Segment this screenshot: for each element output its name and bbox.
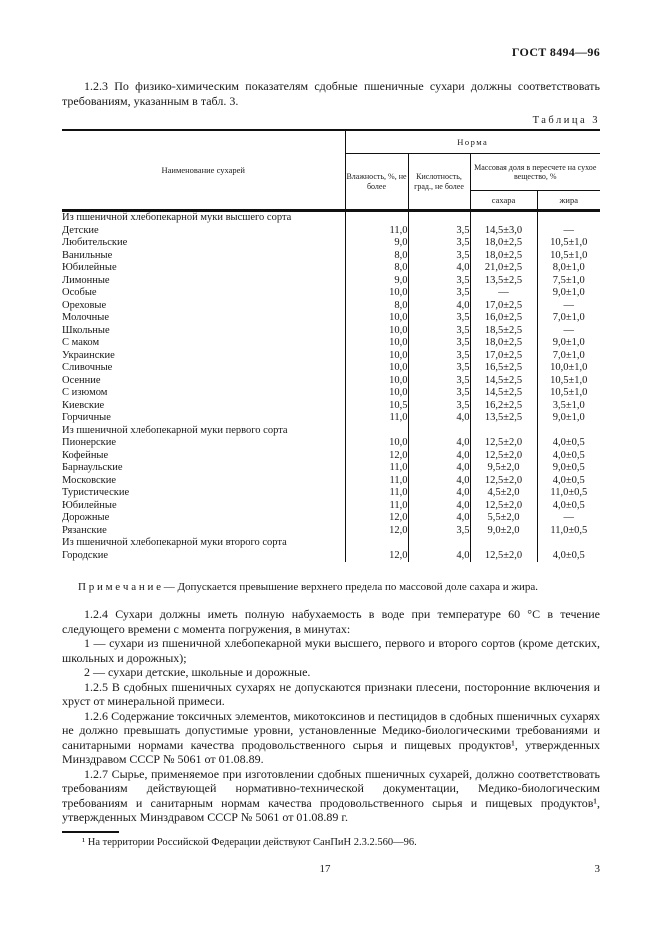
table-row [62, 450, 600, 463]
cell-sugar [470, 425, 537, 438]
cell-acidity: 3,5 [408, 400, 470, 413]
table-row [62, 275, 600, 288]
cell-name: Горчичные [62, 412, 111, 423]
cell-name: Туристические [62, 487, 130, 498]
table-row [62, 400, 600, 413]
cell-sugar: 12,5±2,0 [470, 550, 537, 563]
table-row [62, 287, 600, 300]
table-row [62, 500, 600, 513]
table-row [62, 487, 600, 500]
cell-fat [537, 211, 600, 225]
cell-name: Из пшеничной хлебопекарной муки высшего сорта [62, 212, 292, 223]
cell-name: Рязанские [62, 524, 107, 536]
cell-fat: 10,0±1,0 [537, 362, 600, 375]
table-row [62, 262, 600, 275]
doc-header: ГОСТ 8494—96 [511, 45, 600, 59]
cell-fat: 11,0±0,5 [537, 487, 600, 500]
table-row [62, 550, 600, 563]
cell-moisture: 12,0 [345, 525, 408, 538]
cell-acidity: 3,5 [408, 237, 470, 250]
cell-name: Любительские [62, 237, 128, 248]
cell-acidity: 4,0 [408, 462, 470, 475]
col-header-moisture: Влажность, %, не более [345, 154, 408, 211]
cell-moisture: 11,0 [345, 225, 408, 238]
cell-sugar: 12,5±2,0 [470, 437, 537, 450]
cell-moisture: 11,0 [345, 475, 408, 488]
cell-sugar: 4,5±2,0 [470, 487, 537, 500]
cell-fat: — [537, 300, 600, 313]
table-row [62, 325, 600, 338]
paragraph-1-2-7: 1.2.7 Сырье, применяемое при изготовлении сдобных пшеничных сухарей, должно соответствовать требованиям действующей нормативно-технической документации, Медико-биологическим требованиям и санитарным нормам качества продовольственного сырья и пищевых продуктов¹, утвержденных Минздравом СССР № 5061 от 01.08.89 г. [62, 766, 600, 824]
table-row [62, 475, 600, 488]
cell-fat: 7,0±1,0 [537, 312, 600, 325]
cell-acidity: 4,0 [408, 550, 470, 563]
paragraph-1-2-4-item-2: 2 — сухари детские, школьные и дорожные. [84, 665, 311, 679]
cell-sugar [470, 537, 537, 550]
cell-acidity: 3,5 [408, 225, 470, 238]
cell-name: Пионерские [62, 437, 117, 448]
cell-acidity [408, 211, 470, 225]
cell-sugar: 5,5±2,0 [470, 512, 537, 525]
table-caption: Таблица 3 [532, 115, 600, 126]
table-row [62, 512, 600, 525]
paragraph-1-2-6: 1.2.6 Содержание токсичных элементов, микотоксинов и пестицидов в сдобных пшеничных сухарях не должно превышать допустимые уровни, установленные Медико-биологическими требованиями и санитарными нормами качества продовольственного сырья и пищевых продуктов¹, утвержденных Минздравом СССР № 5061 от 01.08.89. [62, 708, 600, 766]
cell-acidity: 3,5 [408, 375, 470, 388]
cell-acidity: 3,5 [408, 312, 470, 325]
table-row [62, 525, 600, 538]
cell-moisture: 8,0 [345, 262, 408, 275]
table-row [62, 462, 600, 475]
cell-acidity: 4,0 [408, 475, 470, 488]
cell-sugar: 13,5±2,5 [470, 412, 537, 425]
cell-name: Из пшеничной хлебопекарной муки первого сорта [62, 424, 288, 436]
cell-acidity: 3,5 [408, 387, 470, 400]
cell-sugar: 14,5±2,5 [470, 375, 537, 388]
table-row [62, 387, 600, 400]
cell-name: Юбилейные [62, 262, 117, 273]
footnote: ¹ На территории Российской Федерации действуют СанПиН 2.3.2.560—96. [82, 836, 417, 848]
cell-sugar: 16,2±2,5 [470, 400, 537, 413]
col-header-sugar: сахара [470, 191, 537, 211]
cell-fat: 9,0±0,5 [537, 462, 600, 475]
section-header-row [62, 425, 600, 438]
cell-fat: 10,5±1,0 [537, 375, 600, 388]
cell-name: Ванильные [62, 249, 113, 261]
cell-fat: — [537, 512, 600, 525]
cell-moisture: 11,0 [345, 462, 408, 475]
cell-acidity: 3,5 [408, 362, 470, 375]
header-row-norma [62, 130, 600, 154]
cell-moisture: 8,0 [345, 250, 408, 263]
cell-sugar: 12,5±2,0 [470, 500, 537, 513]
cell-fat: 10,5±1,0 [537, 387, 600, 400]
cell-moisture: 11,0 [345, 412, 408, 425]
cell-moisture: 10,0 [345, 387, 408, 400]
cell-acidity: 3,5 [408, 287, 470, 300]
cell-name: Городские [62, 549, 108, 561]
cell-name: Кофейные [62, 449, 109, 461]
rusks-table-body [62, 211, 600, 563]
cell-name: Киевские [62, 399, 105, 411]
col-header-mass-fraction: Массовая доля в пересчете на сухое вещество, % [470, 154, 600, 191]
cell-moisture: 9,0 [345, 237, 408, 250]
cell-acidity: 3,5 [408, 337, 470, 350]
cell-acidity: 4,0 [408, 412, 470, 425]
table-row [62, 312, 600, 325]
cell-fat: 9,0±1,0 [537, 287, 600, 300]
cell-name: Ореховые [62, 299, 107, 311]
paragraph-1-2-4: 1.2.4 Сухари должны иметь полную набухаемость в воде при температуре 60 °С в течение следующего времени с момента погружения, в минутах: [62, 607, 600, 636]
cell-moisture: 12,0 [345, 450, 408, 463]
cell-acidity: 4,0 [408, 450, 470, 463]
col-header-fat: жира [537, 191, 600, 211]
paragraph-1-2-5: 1.2.5 В сдобных пшеничных сухарях не допускаются признаки плесени, посторонние включения и хруст от минеральной примеси. [62, 679, 600, 708]
footnote-rule [62, 831, 119, 833]
page-number-right: 3 [594, 863, 600, 875]
cell-fat: 8,0±1,0 [537, 262, 600, 275]
cell-sugar: 16,0±2,5 [470, 312, 537, 325]
cell-fat: — [537, 325, 600, 338]
cell-moisture: 10,0 [345, 312, 408, 325]
cell-moisture: 9,0 [345, 275, 408, 288]
cell-fat [537, 537, 600, 550]
cell-acidity: 3,5 [408, 250, 470, 263]
table-note: П р и м е ч а н и е — Допускается превышение верхнего предела по массовой доле сахара и жира. [78, 581, 538, 593]
paragraph-1-2-4-item-1: 1 — сухари из пшеничной хлебопекарной муки высшего, первого и второго сортов (кроме детских, школьных и дорожных); [62, 636, 600, 665]
cell-name: Сливочные [62, 362, 113, 373]
cell-fat: 4,0±0,5 [537, 437, 600, 450]
cell-moisture: 11,0 [345, 487, 408, 500]
cell-moisture: 10,0 [345, 337, 408, 350]
cell-name: Осенние [62, 374, 101, 386]
cell-sugar: 12,5±2,0 [470, 450, 537, 463]
cell-sugar: 18,0±2,5 [470, 250, 537, 263]
col-header-norma: Норма [345, 130, 600, 154]
cell-moisture: 10,0 [345, 325, 408, 338]
cell-sugar: 18,0±2,5 [470, 237, 537, 250]
cell-sugar: 12,5±2,0 [470, 475, 537, 488]
rusks-table-head [62, 130, 600, 211]
cell-moisture: 10,5 [345, 400, 408, 413]
table-row [62, 362, 600, 375]
section-header-row [62, 211, 600, 225]
paragraph-1-2-3: 1.2.3 По физико-химическим показателям сдобные пшеничные сухари должны соответствовать требованиям, указанным в табл. 3. [62, 79, 600, 108]
col-header-acidity: Кислотность, град., не более [408, 154, 470, 211]
cell-sugar: 21,0±2,5 [470, 262, 537, 275]
cell-acidity: 4,0 [408, 512, 470, 525]
cell-fat [537, 425, 600, 438]
table-row [62, 250, 600, 263]
cell-name: Особые [62, 287, 97, 298]
cell-moisture [345, 211, 408, 225]
cell-name: Юбилейные [62, 499, 117, 511]
table-row [62, 237, 600, 250]
cell-acidity [408, 425, 470, 438]
cell-sugar: 18,5±2,5 [470, 325, 537, 338]
cell-acidity: 3,5 [408, 275, 470, 288]
cell-fat: 11,0±0,5 [537, 525, 600, 538]
cell-sugar: 17,0±2,5 [470, 350, 537, 363]
cell-acidity: 4,0 [408, 262, 470, 275]
cell-fat: 4,0±0,5 [537, 550, 600, 563]
cell-sugar: 14,5±3,0 [470, 225, 537, 238]
cell-moisture: 8,0 [345, 300, 408, 313]
cell-fat: 10,5±1,0 [537, 237, 600, 250]
cell-moisture: 12,0 [345, 512, 408, 525]
cell-name: Дорожные [62, 512, 110, 523]
cell-moisture: 12,0 [345, 550, 408, 563]
cell-fat: 9,0±1,0 [537, 412, 600, 425]
cell-fat: 4,0±0,5 [537, 475, 600, 488]
cell-moisture: 10,0 [345, 375, 408, 388]
cell-sugar: 9,5±2,0 [470, 462, 537, 475]
cell-acidity: 4,0 [408, 487, 470, 500]
cell-name: Молочные [62, 312, 110, 323]
cell-name: Из пшеничной хлебопекарной муки второго сорта [62, 537, 287, 548]
cell-name: Московские [62, 474, 117, 486]
cell-moisture: 10,0 [345, 362, 408, 375]
cell-acidity: 4,0 [408, 437, 470, 450]
section-header-row [62, 537, 600, 550]
cell-fat: 9,0±1,0 [537, 337, 600, 350]
cell-acidity: 3,5 [408, 525, 470, 538]
cell-name: Детские [62, 224, 99, 236]
table-row [62, 412, 600, 425]
cell-fat: — [537, 225, 600, 238]
cell-sugar: 9,0±2,0 [470, 525, 537, 538]
cell-name: С изюмом [62, 387, 108, 398]
cell-sugar: 17,0±2,5 [470, 300, 537, 313]
cell-fat: 7,5±1,0 [537, 275, 600, 288]
table-row [62, 350, 600, 363]
col-header-name: Наименование сухарей [62, 130, 345, 211]
cell-moisture: 10,0 [345, 437, 408, 450]
cell-fat: 4,0±0,5 [537, 500, 600, 513]
cell-fat: 4,0±0,5 [537, 450, 600, 463]
cell-acidity [408, 537, 470, 550]
cell-moisture: 10,0 [345, 350, 408, 363]
cell-sugar: 16,5±2,5 [470, 362, 537, 375]
cell-fat: 10,5±1,0 [537, 250, 600, 263]
table-row [62, 225, 600, 238]
cell-sugar: — [470, 287, 537, 300]
page-footer [62, 863, 600, 877]
cell-acidity: 3,5 [408, 350, 470, 363]
cell-name: Барнаульские [62, 462, 123, 473]
cell-acidity: 3,5 [408, 325, 470, 338]
cell-name: Украинские [62, 349, 115, 361]
table-row [62, 337, 600, 350]
cell-sugar [470, 211, 537, 225]
cell-fat: 3,5±1,0 [537, 400, 600, 413]
cell-moisture: 10,0 [345, 287, 408, 300]
cell-acidity: 4,0 [408, 300, 470, 313]
cell-moisture [345, 425, 408, 438]
cell-moisture: 11,0 [345, 500, 408, 513]
cell-fat: 7,0±1,0 [537, 350, 600, 363]
cell-name: Лимонные [62, 274, 110, 286]
table-row [62, 437, 600, 450]
table-row [62, 375, 600, 388]
cell-sugar: 18,0±2,5 [470, 337, 537, 350]
page-number-center: 17 [319, 863, 331, 875]
cell-sugar: 14,5±2,5 [470, 387, 537, 400]
rusks-table [62, 129, 600, 562]
table-row [62, 300, 600, 313]
cell-name: С маком [62, 337, 100, 348]
cell-sugar: 13,5±2,5 [470, 275, 537, 288]
cell-name: Школьные [62, 324, 110, 336]
cell-moisture [345, 537, 408, 550]
cell-acidity: 4,0 [408, 500, 470, 513]
